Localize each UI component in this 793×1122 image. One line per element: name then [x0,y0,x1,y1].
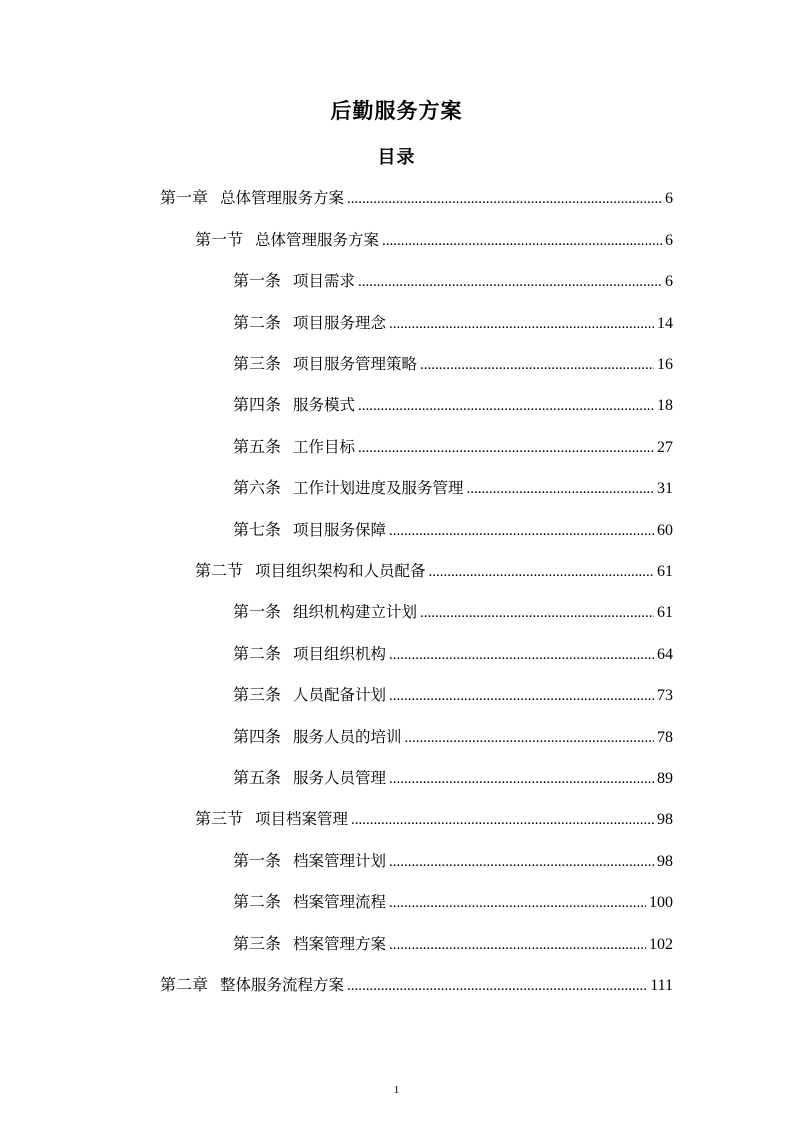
toc-entry-article[interactable] [233,724,673,750]
toc-entry-title: 档案管理方案 [293,935,387,953]
toc-entry-number: 第二条 [233,894,282,911]
toc-entry-article[interactable] [233,475,673,501]
toc-dot-leader [389,311,654,337]
toc-entry-page: 6 [665,190,673,207]
document-title: 后勤服务方案 [330,99,463,123]
toc-entry-number: 第二条 [233,315,282,332]
toc-dot-leader [429,559,654,585]
toc-entry-page: 102 [649,936,673,953]
toc-entry-title: 服务人员的培训 [293,728,402,746]
toc-dot-leader [405,725,654,751]
toc-entry-number: 第六条 [233,480,282,497]
toc-entry-number: 第一条 [233,273,282,290]
toc-entry-page: 14 [657,315,673,332]
toc-dot-leader [351,807,654,833]
toc-entry-title: 人员配备计划 [293,686,387,704]
toc-entry-title: 项目服务理念 [293,314,387,332]
toc-entry-number: 第三节 [195,811,244,828]
toc-entry-title: 项目服务保障 [293,521,387,539]
toc-dot-leader [358,435,654,461]
toc-entry-section[interactable] [195,806,673,832]
toc-entry-title: 项目档案管理 [255,810,349,828]
toc-entry-article[interactable] [233,268,673,294]
toc-entry-title: 整体服务流程方案 [220,976,345,994]
toc-entry-title: 项目服务管理策略 [293,355,418,373]
toc-entry-section[interactable] [195,227,673,253]
toc-entry-title: 总体管理服务方案 [255,231,380,249]
toc-entry-title: 工作目标 [293,438,356,456]
toc-entry-article[interactable] [233,889,673,915]
toc-dot-leader [358,269,662,295]
toc-entry-article[interactable] [233,682,673,708]
toc-entry-number: 第四条 [233,729,282,746]
toc-dot-leader [347,973,647,999]
page-number: 1 [393,1084,400,1096]
toc-entry-page: 27 [657,439,673,456]
toc-entry-page: 98 [657,853,673,870]
toc-entry-title: 项目组织架构和人员配备 [255,562,426,580]
toc-dot-leader [467,476,654,502]
toc-entry-article[interactable] [233,517,673,543]
toc-entry-chapter[interactable] [160,185,673,211]
toc-entry-article[interactable] [233,351,673,377]
toc-entry-number: 第三条 [233,936,282,953]
toc-entry-title: 组织机构建立计划 [293,603,418,621]
toc-entry-number: 第五条 [233,439,282,456]
toc-entry-number: 第三条 [233,356,282,373]
toc-entry-number: 第七条 [233,522,282,539]
toc-entry-title: 工作计划进度及服务管理 [293,479,464,497]
toc-dot-leader [389,766,654,792]
toc-dot-leader [389,849,654,875]
toc-entry-title: 服务人员管理 [293,769,387,787]
toc-heading: 目录 [377,147,416,168]
toc-entry-page: 78 [657,729,673,746]
toc-entry-number: 第一节 [195,232,244,249]
toc-entry-number: 第一条 [233,604,282,621]
toc-dot-leader [420,352,654,378]
toc-entry-page: 6 [665,273,673,290]
toc-entry-number: 第二章 [160,977,209,994]
toc-entry-number: 第二节 [195,563,244,580]
toc-entry-page: 111 [650,977,673,994]
toc-entry-article[interactable] [233,310,673,336]
toc-entry-article[interactable] [233,434,673,460]
toc-entry-page: 31 [657,480,673,497]
toc-entry-title: 总体管理服务方案 [220,189,345,207]
toc-dot-leader [389,518,654,544]
toc-entry-number: 第四条 [233,397,282,414]
toc-entry-page: 89 [657,770,673,787]
toc-entry-title: 项目组织机构 [293,645,387,663]
toc-dot-leader [389,642,654,668]
toc-entry-number: 第三条 [233,687,282,704]
toc-dot-leader [382,228,662,254]
toc-entry-page: 73 [657,687,673,704]
toc-entry-article[interactable] [233,599,673,625]
toc-entry-title: 服务模式 [293,396,356,414]
toc-entry-article[interactable] [233,931,673,957]
toc-entry-page: 61 [657,604,673,621]
toc-entry-number: 第五条 [233,770,282,787]
toc-entry-section[interactable] [195,558,673,584]
toc-entry-page: 100 [649,894,673,911]
toc-entry-article[interactable] [233,641,673,667]
toc-entry-article[interactable] [233,765,673,791]
toc-dot-leader [389,683,654,709]
toc-entry-page: 61 [657,563,673,580]
toc-entry-chapter[interactable] [160,972,673,998]
toc-entry-page: 16 [657,356,673,373]
toc-entry-title: 项目需求 [293,272,356,290]
toc-entry-article[interactable] [233,848,673,874]
toc-entry-page: 64 [657,646,673,663]
toc-entry-number: 第一条 [233,853,282,870]
toc-entry-title: 档案管理流程 [293,893,387,911]
toc-entry-page: 18 [657,397,673,414]
toc-entry-title: 档案管理计划 [293,852,387,870]
toc-entry-number: 第一章 [160,190,209,207]
toc-dot-leader [389,890,646,916]
toc-dot-leader [420,600,654,626]
toc-entry-page: 6 [665,232,673,249]
toc-entry-article[interactable] [233,392,673,418]
toc-entry-page: 98 [657,811,673,828]
toc-dot-leader [358,393,654,419]
toc-entry-page: 60 [657,522,673,539]
toc-dot-leader [347,186,662,212]
toc-entry-number: 第二条 [233,646,282,663]
toc-dot-leader [389,932,646,958]
